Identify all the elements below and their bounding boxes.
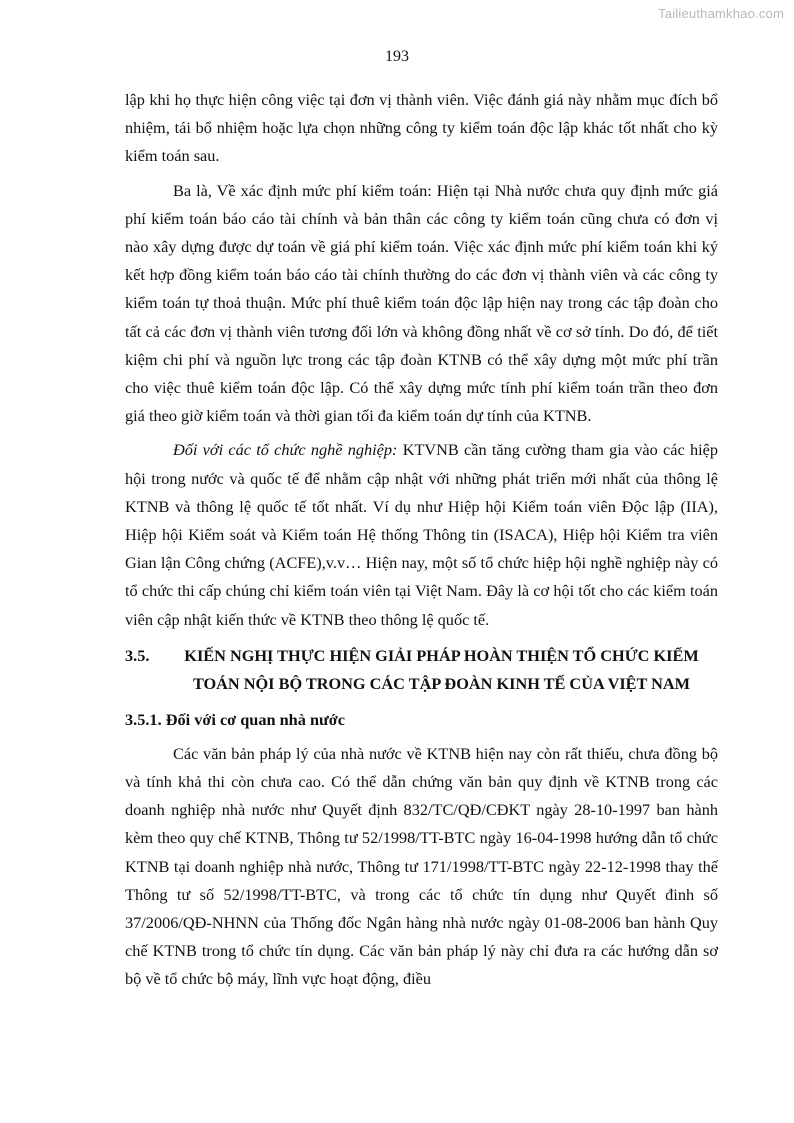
paragraph-3-body: KTVNB cần tăng cường tham gia vào các hiệp hội trong nước và quốc tế để nhằm cập nhật với những phát triển mới nhất của thông lệ KTNB và thông lệ quốc tế tốt nhất. Ví dụ như Hiệp hội Kiểm toán viên Độc lập (IIA), Hiệp hội Kiểm soát và Kiểm toán Hệ thống Thông tin (ISACA), Hiệp hội Kiểm tra viên Gian lận Công chứng (ACFE),v.v… Hiện nay, một số tổ chức hiệp hội nghề nghiệp này có tổ chức thi cấp chúng chỉ kiểm toán viên tại Việt Nam. Đây là cơ hội tốt cho các kiểm toán viên cập nhật kiến thức về KTNB theo thông lệ quốc tế. xyxy=(125,440,718,629)
paragraph-3-lead: Đối với các tổ chức nghề nghiệp: xyxy=(173,440,398,460)
paragraph-1: lập khi họ thực hiện công việc tại đơn vị thành viên. Việc đánh giá này nhằm mục đích bổ nhiệm, tái bổ nhiệm hoặc lựa chọn những công ty kiểm toán độc lập khác tốt nhất cho kỳ kiểm toán sau. xyxy=(125,90,718,166)
watermark: Tailieuthamkhao.com xyxy=(658,6,784,21)
section-title xyxy=(165,642,718,698)
document-body xyxy=(125,86,718,1000)
paragraph-4: Các văn bản pháp lý của nhà nước về KTNB hiện nay còn rất thiếu, chưa đồng bộ và tính khả thi còn chưa cao. Có thể dẫn chứng văn bản quy định về KTNB trong các doanh nghiệp nhà nước như Quyết định 832/TC/QĐ/CĐKT ngày 28-10-1997 ban hành kèm theo quy chế KTNB, Thông tư 52/1998/TT-BTC ngày 16-04-1998 hướng dẫn tổ chức KTNB tại doanh nghiệp nhà nước, Thông tư 171/1998/TT-BTC ngày 22-12-1998 thay thế Thông tư số 52/1998/TT-BTC, và trong các tổ chức tín dụng như Quyết đinh số 37/2006/QĐ-NHNN của Thống đốc Ngân hàng nhà nước ngày 01-08-2006 ban hành Quy chế KTNB trong tổ chức tín dụng. Các văn bản pháp lý này chỉ đưa ra các hướng dẫn sơ bộ về tổ chức bộ máy, lĩnh vực hoạt động, điều xyxy=(125,743,718,989)
paragraph-2: Ba là, Về xác định mức phí kiểm toán: Hiện tại Nhà nước chưa quy định mức giá phí kiểm toán báo cáo tài chính và bản thân các công ty kiểm toán cũng chưa có đơn vị nào xây dựng được dự toán về giá phí kiểm toán. Việc xác định mức phí kiểm toán khi ký kết hợp đồng kiểm toán báo cáo tài chính thường do các đơn vị thành viên và các công ty kiểm toán tự thoả thuận. Mức phí thuê kiểm toán độc lập hiện nay trong các tập đoàn cho tất cả các đơn vị thành viên tương đối lớn và không đồng nhất về cơ sở tính. Do đó, để tiết kiệm chi phí và nguồn lực trong các tập đoàn KTNB có thể xây dựng một mức phí trần cho việc thuê kiểm toán độc lập. Có thể xây dựng mức tính phí kiểm toán trần theo đơn giá theo giờ kiểm toán và thời gian tối đa kiểm toán dự tính của KTNB. xyxy=(125,180,718,426)
section-number: 3.5. xyxy=(125,645,150,665)
section-title-line-2: TOÁN NỘI BỘ TRONG CÁC TẬP ĐOÀN KINH TẾ CỦA VIỆT NAM xyxy=(192,673,691,693)
paragraph-3 xyxy=(125,436,718,633)
subsection-heading: 3.5.1. Đối với cơ quan nhà nước xyxy=(125,709,346,729)
section-heading xyxy=(125,642,718,698)
page-number: 193 xyxy=(385,48,409,65)
section-title-line-1: KIẾN NGHỊ THỰC HIỆN GIẢI PHÁP HOÀN THIỆN TỔ CHỨC KIỂM xyxy=(184,645,699,665)
